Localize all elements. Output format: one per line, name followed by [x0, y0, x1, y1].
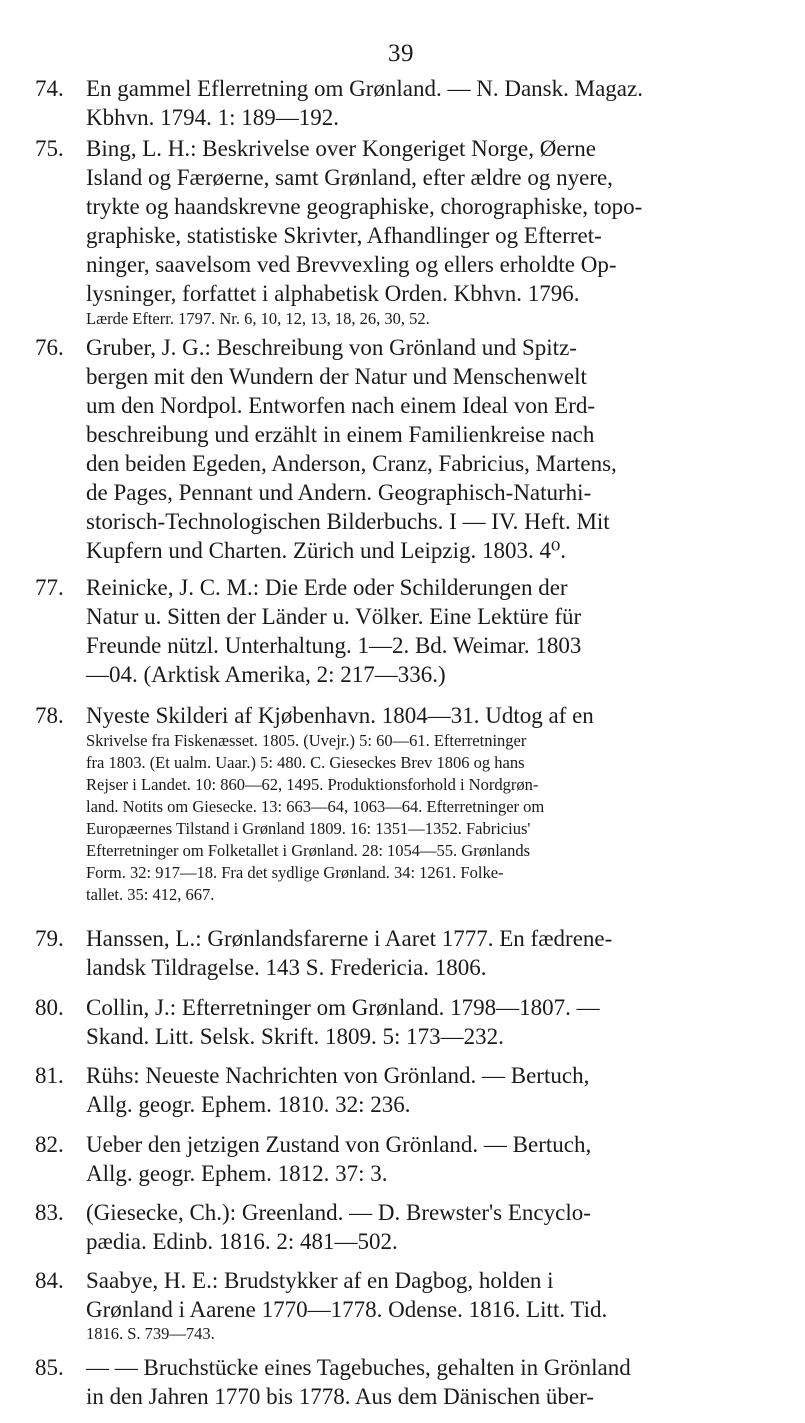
entry-75: [0, 120, 805, 328]
entry-number: 78.: [35, 703, 64, 728]
entry-number: 74.: [35, 76, 64, 101]
entry-note: tallet. 35: 412, 667.: [86, 885, 215, 904]
entry-line: Bing, L. H.: Beskrivelse over Kongeriget Norge, Øerne: [86, 136, 596, 161]
entry-number: 83.: [35, 1200, 64, 1225]
entry-line: Natur u. Sitten der Länder u. Völker. Eine Lektüre für: [86, 604, 582, 629]
entry-line: trykte og haandskrevne geographiske, chorographiske, topo-: [86, 194, 643, 219]
entry-line: den beiden Egeden, Anderson, Cranz, Fabricius, Martens,: [86, 451, 617, 476]
entry-line: Saabye, H. E.: Brudstykker af en Dagbog, holden i: [86, 1268, 554, 1293]
entry-line: Ueber den jetzigen Zustand von Grönland. — Bertuch,: [86, 1132, 592, 1157]
entry-line: beschreibung und erzählt in einem Familienkreise nach: [86, 422, 595, 447]
entry-line: (Giesecke, Ch.): Greenland. — D. Brewster's Encyclo-: [86, 1200, 591, 1225]
bibliography-list: [0, 62, 805, 1423]
entry-number: 79.: [35, 926, 64, 951]
entry-number: 81.: [35, 1063, 64, 1088]
entry-line: pædia. Edinb. 1816. 2: 481—502.: [86, 1229, 398, 1254]
entry-line: Nyeste Skilderi af Kjøbenhavn. 1804—31. Udtog af en: [86, 703, 594, 728]
entry-note: land. Notits om Giesecke. 13: 663—64, 1063—64. Efterretninger om: [86, 797, 545, 816]
entry-line: — — Bruchstücke eines Tagebuches, gehalten in Grönland: [86, 1355, 631, 1380]
entry-note: Rejser i Landet. 10: 860—62, 1495. Produktionsforhold i Nordgrøn-: [86, 775, 539, 794]
entry-line: Reinicke, J. C. M.: Die Erde oder Schilderungen der: [86, 575, 568, 600]
entry-line: storisch-Technologischen Bilderbuchs. I — IV. Heft. Mit: [86, 509, 610, 534]
entry-83: [0, 1182, 805, 1254]
entry-line: landsk Tildragelse. 143 S. Fredericia. 1806.: [86, 955, 487, 980]
entry-line: lysninger, forfattet i alphabetisk Orden. Kbhvn. 1796.: [86, 281, 580, 306]
entry-line: graphiske, statistiske Skrivter, Afhandlinger og Efterret-: [86, 223, 602, 248]
entry-line: um den Nordpol. Entworfen nach einem Ideal von Erd-: [86, 393, 596, 418]
entry-line: Kupfern und Charten. Zürich und Leipzig. 1803. 4⁰.: [86, 538, 566, 563]
entry-line: ninger, saavelsom ved Brevvexling og ellers erholdte Op-: [86, 252, 617, 277]
entry-line: Hanssen, L.: Grønlandsfarerne i Aaret 1777. En fædrene-: [86, 926, 613, 951]
entry-number: 82.: [35, 1132, 64, 1157]
entry-line: Collin, J.: Efterretninger om Grønland. 1798—1807. —: [86, 995, 600, 1020]
entry-82: [0, 1113, 805, 1186]
entry-note: Lærde Efterr. 1797. Nr. 6, 10, 12, 13, 18, 26, 30, 52.: [86, 309, 430, 328]
entry-number: 80.: [35, 995, 64, 1020]
entry-line: En gammel Eflerretning om Grønland. — N. Dansk. Magaz.: [86, 76, 643, 101]
entry-85: [0, 1343, 805, 1423]
entry-number: 75.: [35, 136, 64, 161]
entry-line: Allg. geogr. Ephem. 1810. 32: 236.: [86, 1092, 411, 1117]
entry-number: 85.: [35, 1355, 64, 1380]
entry-note: fra 1803. (Et ualm. Uaar.) 5: 480. C. Gieseckes Brev 1806 og hans: [86, 753, 525, 772]
entry-77: [0, 559, 805, 687]
entry-line: in den Jahren 1770 bis 1778. Aus dem Dänischen über-: [86, 1384, 594, 1409]
entry-number: 84.: [35, 1268, 64, 1293]
entry-line: Kbhvn. 1794. 1: 189—192.: [86, 105, 339, 130]
entry-note: 1816. S. 739—743.: [86, 1324, 215, 1343]
entry-81: [0, 1045, 805, 1117]
entry-78: [0, 687, 805, 912]
entry-number: 77.: [35, 575, 64, 600]
entry-line: Grønland i Aarene 1770—1778. Odense. 1816. Litt. Tid.: [86, 1297, 608, 1322]
page-number: 39: [388, 40, 414, 67]
entry-line: de Pages, Pennant und Andern. Geographisch-Naturhi-: [86, 480, 592, 505]
entry-76: [0, 316, 805, 563]
entry-79: [0, 912, 805, 980]
entry-line: bergen mit den Wundern der Natur und Menschenwelt: [86, 364, 587, 389]
entry-line: Freunde nützl. Unterhaltung. 1—2. Bd. Weimar. 1803: [86, 633, 582, 658]
entry-line: Island og Færøerne, samt Grønland, efter ældre og nyere,: [86, 165, 613, 190]
entry-line: Allg. geogr. Ephem. 1812. 37: 3.: [86, 1161, 388, 1186]
entry-74: [0, 62, 805, 130]
entry-note: Efterretninger om Folketallet i Grønland. 28: 1054—55. Grønlands: [86, 841, 531, 860]
entry-line: Rühs: Neueste Nachrichten von Grönland. — Bertuch,: [86, 1063, 590, 1088]
entry-note: Skrivelse fra Fiskenæsset. 1805. (Uvejr.) 5: 60—61. Efterretninger: [86, 731, 527, 750]
entry-line: —04. (Arktisk Amerika, 2: 217—336.): [86, 662, 446, 687]
entry-line: Skand. Litt. Selsk. Skrift. 1809. 5: 173—232.: [86, 1024, 504, 1049]
entry-note: Europæernes Tilstand i Grønland 1809. 16: 1351—1352. Fabricius': [86, 819, 531, 838]
entry-number: 76.: [35, 335, 64, 360]
entry-80: [0, 976, 805, 1049]
entry-84: [0, 1250, 805, 1343]
entry-line: Gruber, J. G.: Beschreibung von Grönland und Spitz-: [86, 335, 577, 360]
entry-note: Form. 32: 917—18. Fra det sydlige Grønland. 34: 1261. Folke-: [86, 863, 504, 882]
